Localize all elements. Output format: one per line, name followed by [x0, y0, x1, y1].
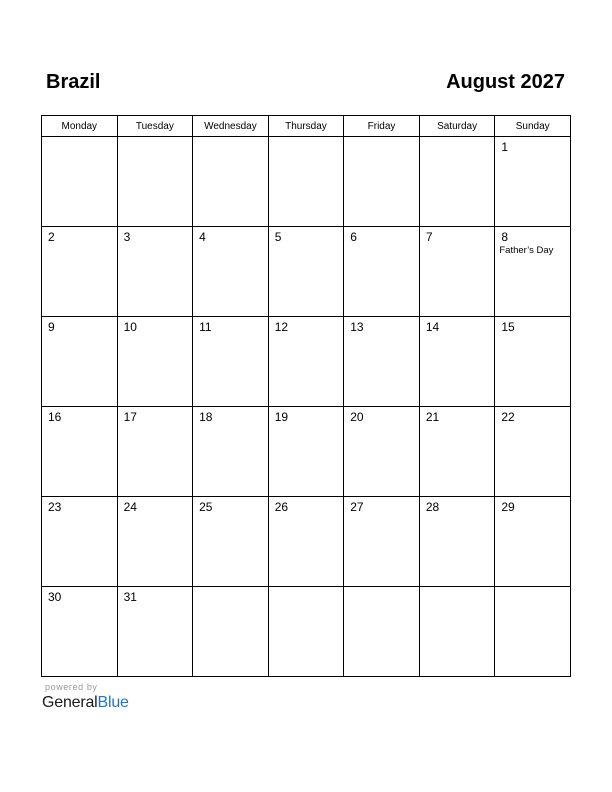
day-number: 1: [501, 140, 509, 154]
weekday-header: Sunday: [495, 116, 571, 137]
week-row: [42, 587, 571, 677]
weekday-header: Friday: [344, 116, 420, 137]
day-number: 27: [350, 500, 364, 514]
day-cell: [419, 407, 495, 497]
day-cell: [344, 137, 420, 227]
day-number: 30: [48, 590, 62, 604]
day-cell: [117, 227, 193, 317]
weekday-header: Thursday: [268, 116, 344, 137]
week-row: [42, 497, 571, 587]
country-title: Brazil: [46, 71, 101, 93]
week-row: [42, 407, 571, 497]
day-cell: [344, 227, 420, 317]
weekday-header: Monday: [42, 116, 118, 137]
day-cell: [268, 227, 344, 317]
day-number: 3: [123, 230, 131, 244]
day-cell: [42, 497, 118, 587]
week-row: [42, 137, 571, 227]
day-number: [193, 137, 268, 141]
day-cell: [419, 137, 495, 227]
day-number: 9: [48, 320, 55, 334]
day-number: 21: [425, 410, 440, 424]
day-number: 19: [274, 410, 289, 424]
weekday-header: Saturday: [419, 116, 495, 137]
day-cell: [495, 587, 571, 677]
day-number: 14: [425, 320, 440, 334]
day-cell: [344, 317, 420, 407]
day-cell: [268, 317, 344, 407]
day-number: 13: [350, 320, 364, 334]
powered-by-text: powered by: [45, 682, 98, 692]
day-cell: [117, 317, 193, 407]
day-cell: [419, 497, 495, 587]
day-cell: [117, 137, 193, 227]
day-cell: [495, 317, 571, 407]
calendar-grid: [41, 115, 571, 677]
day-number: 15: [501, 320, 515, 334]
week-row: [42, 227, 571, 317]
month-title: August 2027: [446, 71, 565, 93]
day-number: 24: [123, 500, 137, 514]
day-number: 6: [350, 230, 357, 244]
day-number: 12: [274, 320, 289, 334]
day-number: [344, 137, 419, 141]
day-number: 17: [123, 410, 137, 424]
day-number: 18: [199, 410, 213, 424]
day-cell: [419, 227, 495, 317]
week-row: [42, 317, 571, 407]
day-cell: [193, 407, 269, 497]
day-number: [495, 587, 570, 591]
day-number: [344, 587, 419, 591]
day-number: 10: [123, 320, 137, 334]
weekday-header-row: [42, 116, 571, 137]
day-number: 25: [199, 500, 213, 514]
day-cell: [495, 137, 571, 227]
day-cell: [419, 587, 495, 677]
day-cell: [419, 317, 495, 407]
day-cell: [42, 137, 118, 227]
day-cell: [495, 497, 571, 587]
day-cell: [268, 137, 344, 227]
day-cell: [117, 587, 193, 677]
day-cell: [268, 407, 344, 497]
day-number: 23: [48, 500, 62, 514]
day-number: 28: [425, 500, 440, 514]
day-number: [420, 587, 495, 591]
day-number: [193, 587, 268, 591]
day-cell: [42, 317, 118, 407]
day-cell: [268, 587, 344, 677]
day-cell: [495, 227, 571, 317]
day-number: 4: [199, 230, 206, 244]
weekday-header: Wednesday: [193, 116, 269, 137]
day-cell: [495, 407, 571, 497]
day-number: [269, 587, 344, 591]
day-cell: [344, 407, 420, 497]
day-number: 7: [425, 230, 433, 244]
day-cell: [42, 587, 118, 677]
day-number: 8: [501, 230, 509, 244]
generalblue-logo[interactable]: [42, 694, 129, 712]
day-cell: [193, 227, 269, 317]
day-cell: [42, 227, 118, 317]
day-cell: [193, 137, 269, 227]
day-number: 2: [48, 230, 55, 244]
logo-blue: Blue: [97, 694, 129, 711]
day-number: [269, 137, 344, 141]
day-cell: [117, 497, 193, 587]
weekday-header: Tuesday: [117, 116, 193, 137]
day-cell: [344, 587, 420, 677]
day-number: 29: [501, 500, 515, 514]
day-cell: [42, 407, 118, 497]
day-number: 31: [123, 590, 137, 604]
day-number: [420, 137, 495, 141]
day-number: 11: [199, 320, 212, 334]
day-cell: [193, 317, 269, 407]
day-cell: [193, 587, 269, 677]
day-number: 26: [274, 500, 289, 514]
day-number: 22: [501, 410, 515, 424]
day-cell: [344, 497, 420, 587]
holiday-label: Father’s Day: [499, 245, 554, 256]
day-cell: [193, 497, 269, 587]
logo-general: General: [42, 694, 98, 711]
day-number: [118, 137, 193, 141]
day-number: 20: [350, 410, 364, 424]
day-cell: [117, 407, 193, 497]
day-number: [42, 137, 117, 141]
day-number: 16: [48, 410, 62, 424]
day-number: 5: [274, 230, 282, 244]
day-cell: [268, 497, 344, 587]
